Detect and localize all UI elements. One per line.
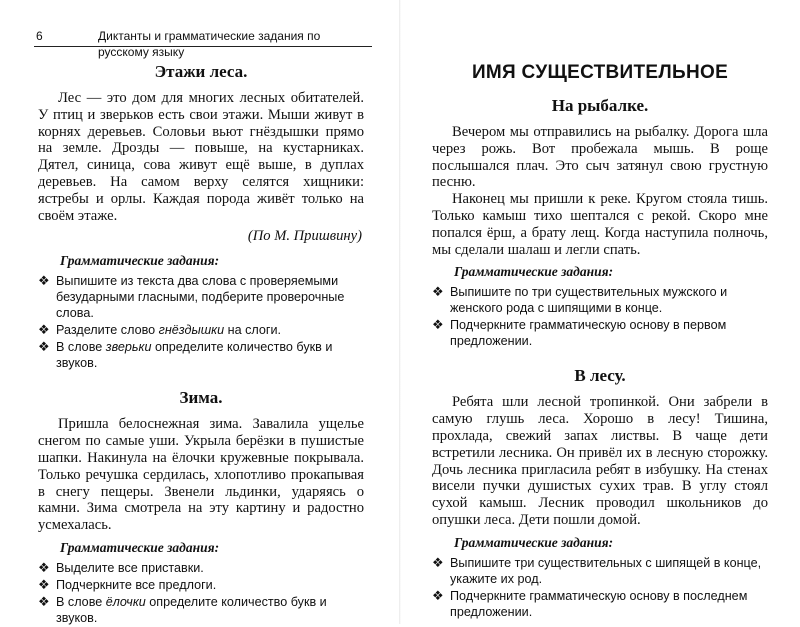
diamond-bullet-icon: ❖ — [38, 322, 50, 338]
story-text: Наконец мы пришли к реке. Кругом стояла тишь. Только камыш тихо шептался с рекой. Скоро мне попался ёрш, а брату лещ. Когда наступила полночь, мы сделали шалаш и легли спать. — [432, 191, 768, 258]
story-text: Лес — это дом для многих лесных обитателей. У птиц и зверьков есть свои этажи. Мыши живут в корнях деревьев. Соловьи вьют гнёздышки прямо на земле. Дрозды — повыше, на кустарниках. Дятел, синица, сова живут ещё выше, в дуплах деревьев. На самом верху селятся хищники: ястребы и орлы. Каждая порода живёт только на своём этаже. — [38, 90, 364, 224]
diamond-bullet-icon: ❖ — [38, 576, 50, 592]
story-text: Ребята шли лесной тропинкой. Они забрели в самую глушь леса. Хорошо в лесу! Тишина, прохлада, свежий запах листвы. В чаще дети встретили лесника. Он привёл их в лесную сторожку. Дочь лесника пригласила ребят в избушку. На стенах висели пучки душистых сухих трав. В углу стоял сухой камыш. Лесник проводил школьников до опушки леса. Дети пошли домой. — [432, 394, 768, 528]
diamond-bullet-icon: ❖ — [38, 339, 50, 355]
task-text: Подчеркните грамматическую основу в последнем предложении. — [450, 588, 748, 619]
diamond-bullet-icon: ❖ — [432, 284, 444, 300]
task-text: В слове ёлочки определите количество букв и звуков. — [56, 594, 327, 625]
task-item — [432, 555, 768, 587]
task-item — [38, 577, 364, 593]
task-text: Разделите слово гнёздышки на слоги. — [56, 323, 282, 338]
emphasized-word: ёлочки — [105, 594, 146, 609]
task-item — [38, 322, 364, 338]
task-text: Выпишите по три существительных мужского и женского рода с шипящими в конце. — [450, 285, 728, 316]
task-item — [432, 284, 768, 316]
diamond-bullet-icon: ❖ — [432, 587, 444, 603]
task-text: Выпишите из текста два слова с проверяемыми безударными гласными, подберите проверочные слова. — [56, 274, 345, 321]
diamond-bullet-icon: ❖ — [38, 273, 50, 289]
task-text: Подчеркните все предлоги. — [56, 577, 217, 592]
tasks-heading: Грамматические задания: — [454, 264, 614, 280]
task-text: Выделите все приставки. — [56, 560, 204, 575]
emphasized-word: зверьки — [105, 340, 152, 355]
task-item — [38, 594, 364, 626]
diamond-bullet-icon: ❖ — [38, 559, 50, 575]
section-title: ИМЯ СУЩЕСТВИТЕЛЬНОЕ — [471, 62, 729, 83]
right-column — [432, 58, 768, 621]
right-page — [400, 0, 800, 624]
task-item — [38, 273, 364, 321]
story-text: Вечером мы отправились на рыбалку. Дорога шла через рожь. Вот пробежала мышь. В роще послышался плач. Это сыч затянул свою грустную песню. — [432, 124, 768, 191]
tasks-heading: Грамматические задания: — [454, 534, 614, 550]
story-title: В лесу. — [574, 366, 626, 386]
emphasized-word: гнёздышки — [158, 323, 225, 338]
task-item — [38, 560, 364, 576]
story-title: На рыбалке. — [551, 96, 649, 115]
task-item — [432, 317, 768, 349]
attribution: (По М. Пришвину) — [247, 228, 362, 245]
story-title: Зима. — [179, 388, 223, 408]
diamond-bullet-icon: ❖ — [38, 593, 50, 609]
diamond-bullet-icon: ❖ — [432, 317, 444, 333]
story-title: Этажи леса. — [154, 62, 248, 81]
running-header — [34, 28, 372, 59]
task-item — [38, 339, 364, 371]
header-title: Диктанты и грамматические задания по русскому языку — [98, 29, 321, 59]
tasks-heading: Грамматические задания: — [60, 253, 220, 269]
diamond-bullet-icon: ❖ — [432, 554, 444, 570]
story-text: Пришла белоснежная зима. Завалила ущелье снегом по самые уши. Укрыла берёзки в пушистые шапки. Накинула на ёлочки кружевные покрывала. Только речушка сердилась, хлопотливо прокапывая в снегу пещеры. Звенели льдинки, ударяясь о камни. Зима смотрела на эту картину и радостно усмехалась. — [38, 416, 364, 534]
task-text: Выпишите три существительных с шипящей в конце, укажите их род. — [450, 555, 762, 586]
task-text: В слове зверьки определите количество букв и звуков. — [56, 340, 333, 371]
page-number: 6 — [36, 29, 43, 43]
task-text: Подчеркните грамматическую основу в первом предложении. — [450, 318, 727, 349]
task-item — [432, 588, 768, 620]
tasks-heading: Грамматические задания: — [60, 539, 220, 555]
left-column — [38, 58, 364, 627]
left-page — [0, 0, 400, 624]
